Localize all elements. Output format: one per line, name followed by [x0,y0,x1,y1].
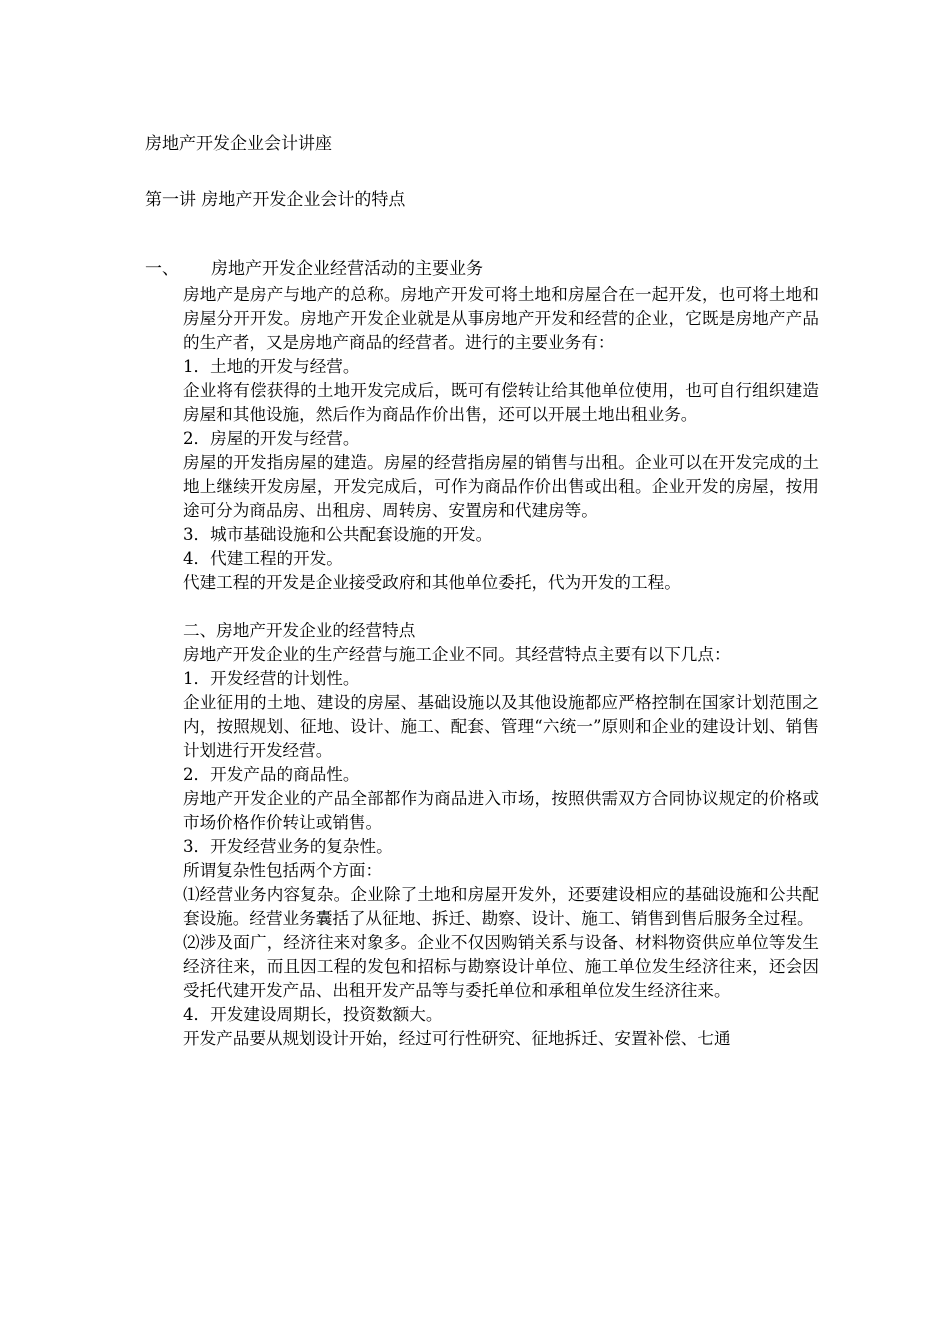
section-gap [183,595,819,619]
list-item-heading: 4．代建工程的开发。 [183,549,343,568]
paragraph: ⑵涉及面广，经济往来对象多。企业不仅因购销关系与设备、材料物资供应单位等发生经济往来，而且因工程的发包和招标与勘察设计单位、施工单位发生经济往来，还会因受托代建开发产品、出租开发产品等与委托单位和承租单位发生经济往来。 [183,933,819,1000]
paragraph: 开发产品要从规划设计开始，经过可行性研究、征地拆迁、安置补偿、七通 [183,1029,731,1048]
list-item-heading: 2．房屋的开发与经营。 [183,429,360,448]
lecture-title: 第一讲 房地产开发企业会计的特点 [145,190,406,210]
paragraph: 企业将有偿获得的土地开发完成后，既可有偿转让给其他单位使用，也可自行组织建造房屋和其他设施，然后作为商品作价出售，还可以开展土地出租业务。 [183,381,819,424]
list-item-heading: 3．城市基础设施和公共配套设施的开发。 [183,525,493,544]
list-item-heading: 4．开发建设周期长，投资数额大。 [183,1005,443,1024]
paragraph: ⑴经营业务内容复杂。企业除了土地和房屋开发外，还要建设相应的基础设施和公共配套设施。经营业务囊括了从征地、拆迁、勘察、设计、施工、销售到售后服务全过程。 [183,885,819,928]
paragraph: 所谓复杂性包括两个方面： [183,861,383,880]
section-1-heading-text: 房地产开发企业经营活动的主要业务 [211,259,483,279]
list-item-heading: 1．开发经营的计划性。 [183,669,360,688]
document-title: 房地产开发企业会计讲座 [145,134,332,154]
section-1-heading [145,257,483,281]
list-item-heading: 1．土地的开发与经营。 [183,357,360,376]
paragraph: 代建工程的开发是企业接受政府和其他单位委托，代为开发的工程。 [183,573,681,592]
section-1-number: 一、 [145,259,179,279]
paragraph: 房屋的开发指房屋的建造。房屋的经营指房屋的销售与出租。企业可以在开发完成的土地上继续开发房屋，开发完成后，可作为商品作价出售或出租。企业开发的房屋，按用途可分为商品房、出租房、周转房、安置房和代建房等。 [183,453,819,520]
paragraph: 房地产开发企业的产品全部都作为商品进入市场，按照供需双方合同协议规定的价格或市场价格作价转让或销售。 [183,789,819,832]
section-2-heading: 二、房地产开发企业的经营特点 [183,621,416,640]
paragraph: 企业征用的土地、建设的房屋、基础设施以及其他设施都应严格控制在国家计划范围之内，按照规划、征地、设计、施工、配套、管理“六统一”原则和企业的建设计划、销售计划进行开发经营。 [183,693,819,760]
document-body [183,283,819,1051]
list-item-heading: 2．开发产品的商品性。 [183,765,360,784]
paragraph: 房地产是房产与地产的总称。房地产开发可将土地和房屋合在一起开发，也可将土地和房屋分开开发。房地产开发企业就是从事房地产开发和经营的企业，它既是房地产产品的生产者，又是房地产商品的经营者。进行的主要业务有： [183,285,819,352]
paragraph: 房地产开发企业的生产经营与施工企业不同。其经营特点主要有以下几点： [183,645,731,664]
list-item-heading: 3．开发经营业务的复杂性。 [183,837,393,856]
